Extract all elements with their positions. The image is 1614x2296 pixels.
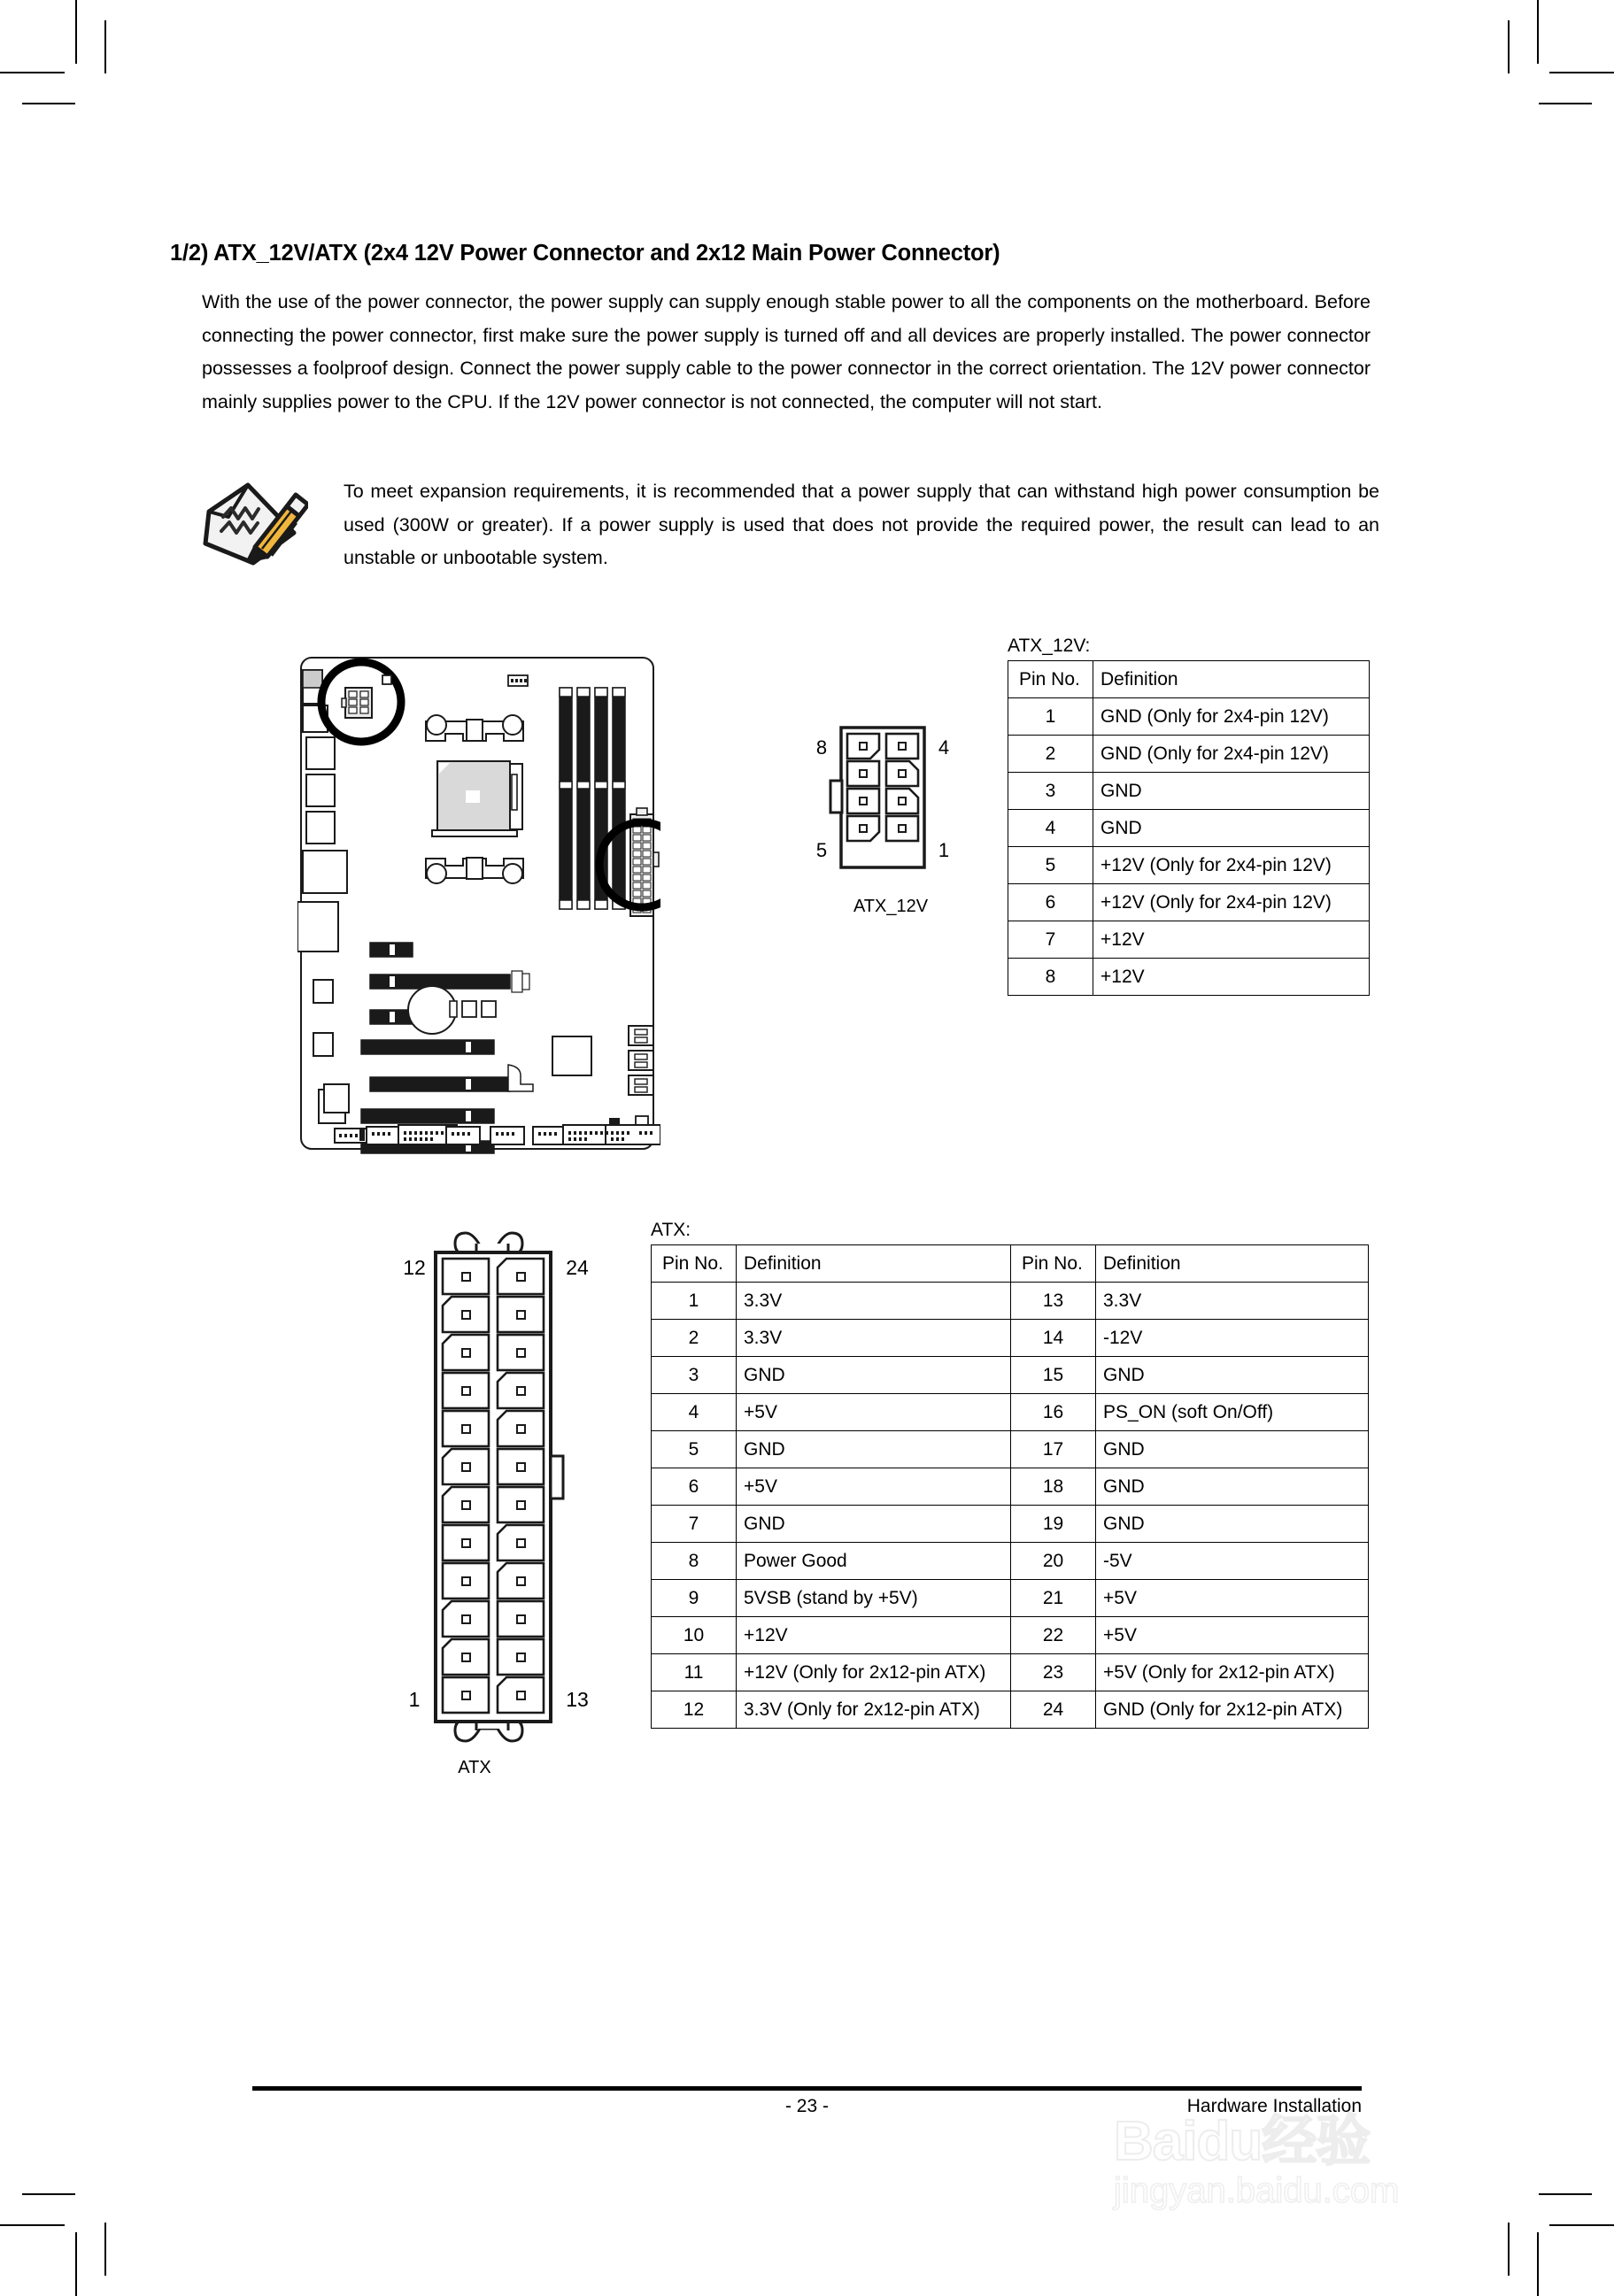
header-pin-no-left: Pin No. [652,1245,737,1283]
crop-mark-bottom-left-h [0,2224,65,2226]
cell-definition-right: 3.3V [1096,1283,1369,1320]
cell-definition-right: GND [1096,1357,1369,1394]
cell-definition-left: 3.3V [737,1283,1011,1320]
page-number: - 23 - [784,2096,829,2116]
crop-mark-top-right-inner-v [1508,20,1510,73]
watermark-logo: Baidu经验 [1114,2111,1371,2172]
crop-mark-bottom-right-v [1537,2232,1539,2296]
atx-label-12: 12 [403,1256,426,1279]
cell-definition-right: -5V [1096,1543,1369,1580]
table-row [652,1468,1369,1506]
atx12v-label-5: 5 [815,839,828,861]
crop-mark-bottom-left-inner-v [104,2223,106,2276]
cell-pin-no-right: 19 [1011,1506,1096,1543]
cell-pin-no-right: 13 [1011,1283,1096,1320]
motherboard-diagram [297,651,660,1177]
cell-pin-no-right: 18 [1011,1468,1096,1506]
cell-definition: GND (Only for 2x4-pin 12V) [1093,736,1370,773]
cell-definition: GND [1093,810,1370,847]
atx12v-label-1: 1 [938,839,950,861]
section-heading: 1/2) ATX_12V/ATX (2x4 12V Power Connector and 2x12 Main Power Connector) [170,241,1000,266]
header-pin-no: Pin No. [1008,661,1093,698]
cell-pin-no-right: 17 [1011,1431,1096,1468]
atx-label-24: 24 [566,1256,589,1279]
table-header-row [1008,661,1370,698]
table-row [1008,736,1370,773]
footer-rule [252,2086,1362,2091]
table-row [652,1283,1369,1320]
cell-definition: GND [1093,773,1370,810]
table-row [1008,959,1370,996]
cell-pin-no-right: 20 [1011,1543,1096,1580]
table-row [652,1654,1369,1691]
atx12v-label-8: 8 [815,736,828,759]
cell-definition-left: 5VSB (stand by +5V) [737,1580,1011,1617]
cell-definition-left: GND [737,1431,1011,1468]
cell-definition-right: GND [1096,1506,1369,1543]
cell-definition-left: 3.3V [737,1320,1011,1357]
cell-pin-no-left: 1 [652,1283,737,1320]
cell-definition-right: GND (Only for 2x12-pin ATX) [1096,1691,1369,1729]
cell-pin-no: 1 [1008,698,1093,736]
cell-pin-no-left: 12 [652,1691,737,1729]
atx-pin-table [651,1244,1369,1729]
cell-definition: +12V (Only for 2x4-pin 12V) [1093,884,1370,921]
table-row [652,1394,1369,1431]
crop-mark-top-left-v [75,0,77,64]
header-pin-no-right: Pin No. [1011,1245,1096,1283]
table-row [652,1320,1369,1357]
cell-definition: +12V (Only for 2x4-pin 12V) [1093,847,1370,884]
atx12v-connector-diagram [797,708,1000,938]
crop-mark-bottom-left-inner-h [22,2193,75,2195]
cell-pin-no-left: 9 [652,1580,737,1617]
header-definition: Definition [1093,661,1370,698]
table-row [652,1506,1369,1543]
table-row [1008,884,1370,921]
note-paragraph: To meet expansion requirements, it is recommended that a power supply that can withstand high power consumption be used (300W or greater). If a power supply is used that does not provide the required power, the result can lead to an unstable or unbootable system. [344,481,1379,568]
table-row [652,1580,1369,1617]
crop-mark-top-right-v [1537,0,1539,64]
crop-mark-bottom-left-v [75,2232,77,2296]
atx-table-label: ATX: [651,1220,691,1240]
intro-paragraph [202,286,1371,419]
cell-definition-left: +5V [737,1394,1011,1431]
cell-definition-left: +5V [737,1468,1011,1506]
table-row [652,1691,1369,1729]
cell-definition-left: Power Good [737,1543,1011,1580]
cell-definition-right: +5V (Only for 2x12-pin ATX) [1096,1654,1369,1691]
cell-pin-no-left: 2 [652,1320,737,1357]
watermark [1114,2111,1530,2211]
cell-pin-no-left: 5 [652,1431,737,1468]
atx12v-pin-table-wrap [1008,636,1370,996]
cell-pin-no-right: 15 [1011,1357,1096,1394]
cell-definition-right: PS_ON (soft On/Off) [1096,1394,1369,1431]
header-definition-left: Definition [737,1245,1011,1283]
atx12v-table-label: ATX_12V: [1008,636,1091,656]
cell-pin-no: 2 [1008,736,1093,773]
crop-mark-bottom-right-h [1549,2224,1614,2226]
cell-pin-no-left: 6 [652,1468,737,1506]
cell-pin-no: 7 [1008,921,1093,959]
cell-pin-no-right: 23 [1011,1654,1096,1691]
atx-connector-caption: ATX [458,1758,491,1777]
table-row [652,1357,1369,1394]
atx-label-13: 13 [566,1688,589,1711]
watermark-url: jingyan.baidu.com [1114,2171,1400,2210]
cell-pin-no-right: 21 [1011,1580,1096,1617]
crop-mark-top-left-inner-h [22,103,75,104]
intro-text: With the use of the power connector, the power supply can supply enough stable power to all the components on the motherboard. Before connecting the power connector, first make sure the power supply is turned off and all devices are properly installed. The power connector possesses a foolproof design. Connect the power supply cable to the power connector in the correct orientation. The 12V power connector mainly supplies power to the CPU. If the 12V power connector is not connected, the computer will not start. [202,291,1371,412]
cell-pin-no-right: 16 [1011,1394,1096,1431]
cell-definition-right: GND [1096,1468,1369,1506]
cell-definition: +12V [1093,959,1370,996]
cell-definition-right: -12V [1096,1320,1369,1357]
table-row [1008,698,1370,736]
cell-pin-no-left: 7 [652,1506,737,1543]
atx-connector-diagram [372,1217,611,1792]
cell-definition-right: +5V [1096,1580,1369,1617]
table-row [652,1431,1369,1468]
atx12v-pin-table [1008,660,1370,996]
atx-pin-table-wrap [651,1220,1369,1729]
table-row [1008,921,1370,959]
table-header-row [652,1245,1369,1283]
cell-pin-no-left: 11 [652,1654,737,1691]
cell-definition-left: GND [737,1506,1011,1543]
table-row [1008,773,1370,810]
crop-mark-bottom-right-inner-h [1539,2193,1592,2195]
header-definition-right: Definition [1096,1245,1369,1283]
cell-pin-no-left: 8 [652,1543,737,1580]
atx12v-label-4: 4 [938,736,950,759]
cell-pin-no: 5 [1008,847,1093,884]
table-row [652,1543,1369,1580]
cell-pin-no: 8 [1008,959,1093,996]
table-row [652,1617,1369,1654]
cell-pin-no-left: 3 [652,1357,737,1394]
atx-label-1: 1 [408,1688,421,1711]
cell-definition: GND (Only for 2x4-pin 12V) [1093,698,1370,736]
cell-definition-left: +12V [737,1617,1011,1654]
cell-definition-right: +5V [1096,1617,1369,1654]
cell-pin-no-right: 24 [1011,1691,1096,1729]
cell-pin-no-left: 10 [652,1617,737,1654]
cell-definition-left: 3.3V (Only for 2x12-pin ATX) [737,1691,1011,1729]
cell-pin-no-right: 22 [1011,1617,1096,1654]
cell-definition-left: +12V (Only for 2x12-pin ATX) [737,1654,1011,1691]
crop-mark-top-right-inner-h [1539,103,1592,104]
footer-section-title: Hardware Installation [1186,2096,1362,2116]
crop-mark-top-left-h [0,72,65,73]
cell-pin-no-right: 14 [1011,1320,1096,1357]
cell-definition: +12V [1093,921,1370,959]
crop-mark-top-right-h [1549,72,1614,73]
note-text [344,475,1379,575]
cell-pin-no: 6 [1008,884,1093,921]
cell-pin-no: 4 [1008,810,1093,847]
note-pencil-icon [202,480,308,577]
table-row [1008,847,1370,884]
atx12v-connector-caption: ATX_12V [853,897,929,916]
cell-pin-no: 3 [1008,773,1093,810]
cell-pin-no-left: 4 [652,1394,737,1431]
crop-mark-top-left-inner-v [104,20,106,73]
cell-definition-right: GND [1096,1431,1369,1468]
cell-definition-left: GND [737,1357,1011,1394]
table-row [1008,810,1370,847]
crop-mark-bottom-right-inner-v [1508,2223,1510,2276]
